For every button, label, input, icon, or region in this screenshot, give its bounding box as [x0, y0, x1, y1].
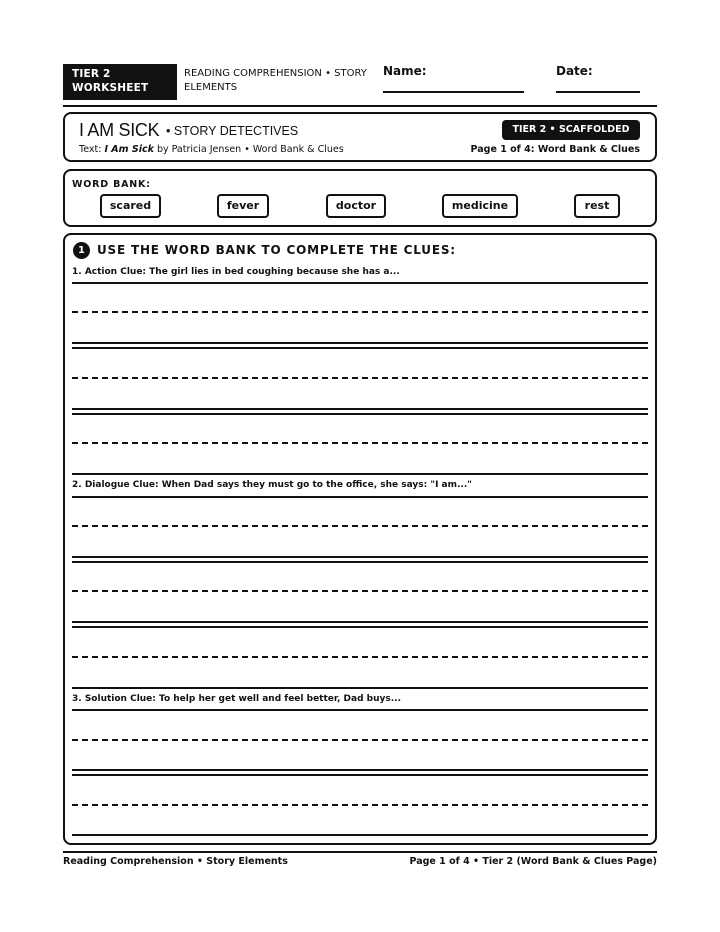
word-chip-fever: fever	[217, 194, 269, 218]
writing-line	[72, 709, 648, 711]
word-chip-doctor: doctor	[326, 194, 386, 218]
writing-baseline	[72, 408, 648, 410]
writing-baseline	[72, 473, 648, 475]
writing-midline[interactable]	[72, 442, 648, 444]
tier-badge	[63, 64, 177, 100]
subject-label: READING COMPREHENSION • STORY ELEMENTS	[184, 68, 367, 93]
name-field[interactable]	[383, 91, 524, 93]
word-chip-scared: scared	[100, 194, 161, 218]
writing-line	[72, 347, 648, 349]
writing-midline[interactable]	[72, 525, 648, 527]
page-info: Page 1 of 4: Word Bank & Clues	[470, 144, 640, 155]
writing-line	[72, 413, 648, 415]
writing-baseline	[72, 769, 648, 771]
writing-line	[72, 626, 648, 628]
word-bank-label: WORD BANK:	[72, 179, 151, 190]
book-title: I Am Sick	[104, 144, 154, 155]
step-number-badge: 1	[73, 242, 90, 259]
text-label: Text:	[79, 144, 102, 155]
tier-badge-line1: TIER 2	[72, 68, 111, 80]
date-label: Date:	[556, 64, 593, 78]
name-label: Name:	[383, 64, 427, 78]
writing-line	[72, 774, 648, 776]
writing-midline[interactable]	[72, 739, 648, 741]
footer-left-text: Reading Comprehension • Story Elements	[63, 856, 288, 867]
writing-baseline	[72, 834, 648, 836]
writing-line	[72, 561, 648, 563]
worksheet-subtitle: • STORY DETECTIVES	[166, 124, 299, 138]
level-badge: TIER 2 • SCAFFOLDED	[502, 120, 640, 140]
tier-badge-line2: WORKSHEET	[72, 82, 149, 94]
clue-3: 3. Solution Clue: To help her get well and feel better, Dad buys...	[72, 694, 402, 704]
writing-baseline	[72, 342, 648, 344]
footer-divider	[63, 851, 657, 853]
book-details: by Patricia Jensen • Word Bank & Clues	[156, 144, 344, 155]
writing-baseline	[72, 556, 648, 558]
date-field[interactable]	[556, 91, 640, 93]
footer-right-text: Page 1 of 4 • Tier 2 (Word Bank & Clues Page)	[409, 856, 657, 867]
writing-midline[interactable]	[72, 311, 648, 313]
clue-2: 2. Dialogue Clue: When Dad says they must go to the office, she says: "I am..."	[72, 480, 472, 490]
clue-1: 1. Action Clue: The girl lies in bed coughing because she has a...	[72, 267, 400, 277]
writing-line	[72, 282, 648, 284]
activity-box	[63, 233, 657, 845]
writing-midline[interactable]	[72, 656, 648, 658]
worksheet-title: I AM SICK	[79, 120, 160, 140]
writing-line	[72, 496, 648, 498]
word-chip-medicine: medicine	[442, 194, 518, 218]
writing-midline[interactable]	[72, 590, 648, 592]
activity-instruction: USE THE WORD BANK TO COMPLETE THE CLUES:	[97, 243, 456, 257]
writing-midline[interactable]	[72, 377, 648, 379]
writing-baseline	[72, 687, 648, 689]
writing-baseline	[72, 621, 648, 623]
word-chip-rest: rest	[574, 194, 620, 218]
source-text-line	[79, 144, 344, 155]
writing-midline[interactable]	[72, 804, 648, 806]
